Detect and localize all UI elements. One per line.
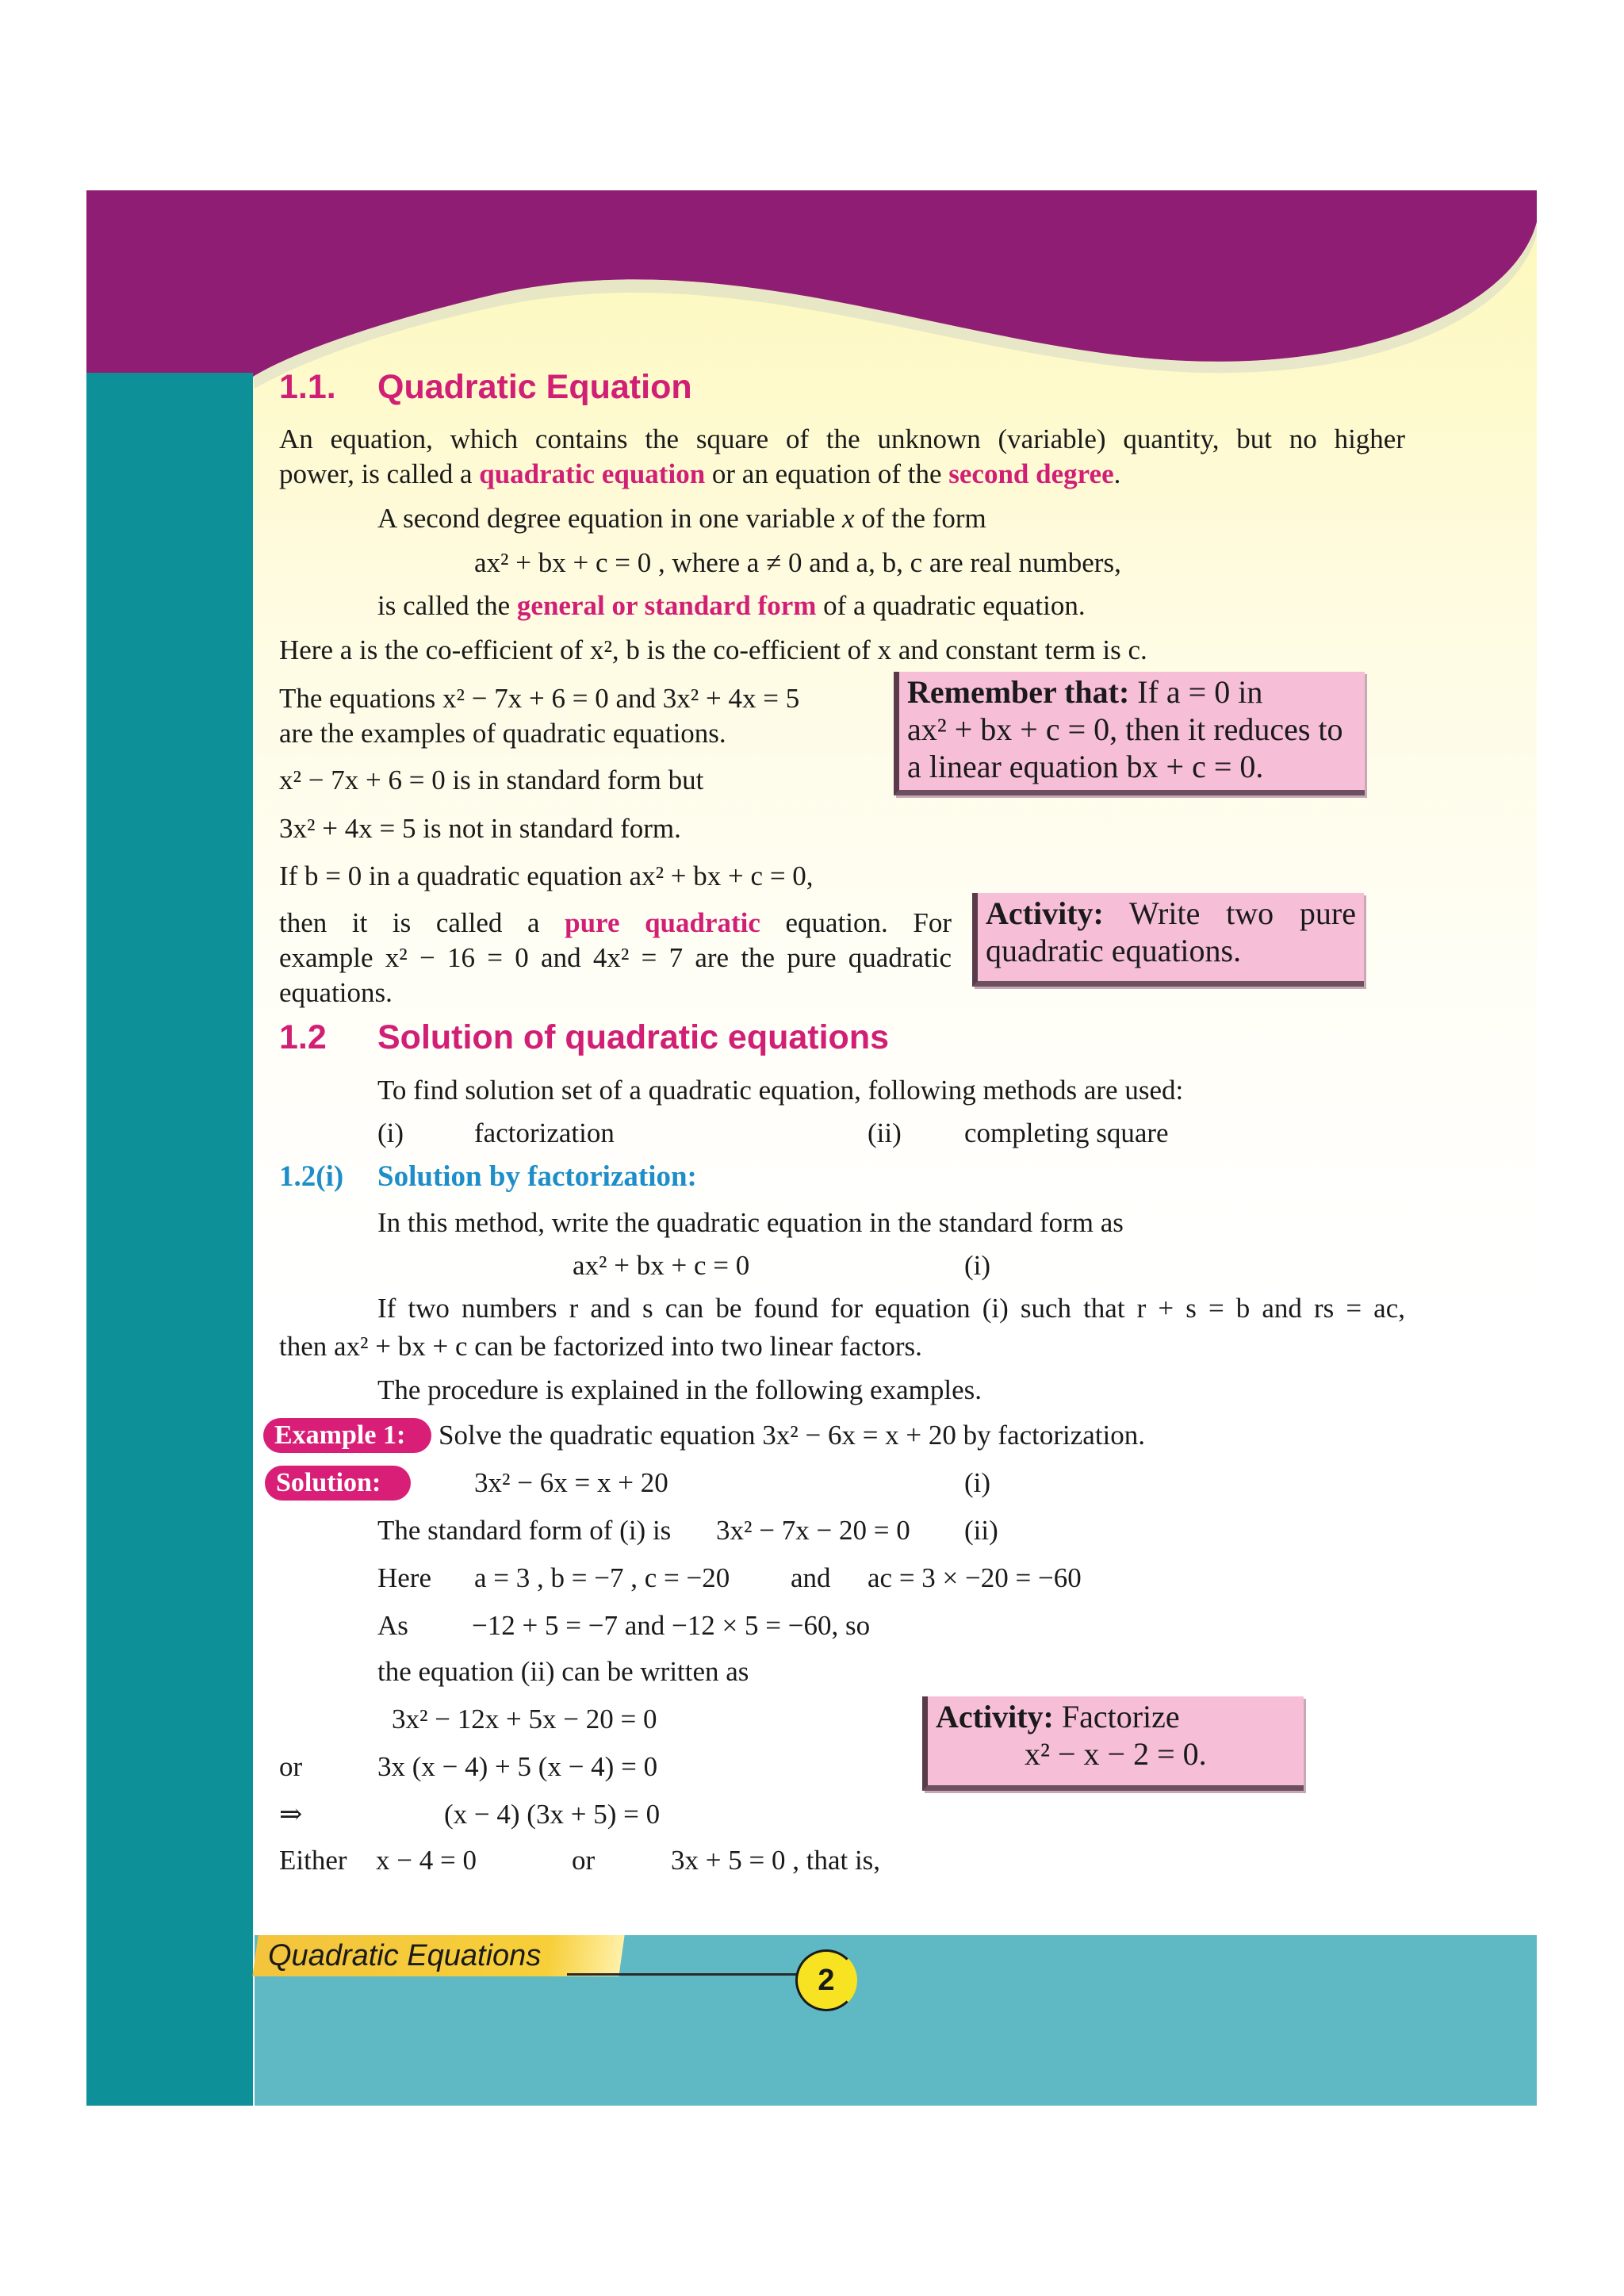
standard-form-of-i-label: The standard form of (i) is [377,1515,672,1546]
step-3: (x − 4) (3x + 5) = 0 [444,1799,661,1830]
form-intro-line: A second degree equation in one variable x of the form [377,503,986,534]
either-or-label: or [572,1845,596,1876]
either-equation-1: x − 4 = 0 [376,1845,477,1876]
implies-arrow: ⇒ [279,1799,303,1830]
keyword-pure-quadratic: pure quadratic [565,907,760,938]
section-1-1-title: Quadratic Equation [377,368,692,406]
section-1-2-i-number: 1.2(i) [279,1160,344,1193]
example-1-question: Solve the quadratic equation 3x² − 6x = x + 20 by factorization. [439,1420,1146,1451]
activity-1-line-1: Activity: Write two pure [986,895,1356,931]
here-label: Here [377,1562,432,1593]
non-standard-form-example: 3x² + 4x = 5 is not in standard form. [279,813,681,844]
as-label: As [377,1610,408,1641]
coefficients-line: Here a is the co-efficient of x², b is the co-efficient of x and constant term is c. [279,634,1147,665]
methods-intro: To find solution set of a quadratic equation, following methods are used: [377,1075,1184,1106]
rewrite-line: the equation (ii) can be written as [377,1656,749,1687]
ac-product: ac = 3 × −20 = −60 [868,1562,1082,1593]
remember-line-2: ax² + bx + c = 0, then it reduces to [907,711,1343,747]
chapter-name: Quadratic Equations [268,1939,542,1972]
standard-form-line: is called the general or standard form of a quadratic equation. [377,590,1086,621]
definition-line-2: power, is called a quadratic equation or an equation of the second degree. [279,458,1121,489]
standard-form-of-i-equation: 3x² − 7x − 20 = 0 [716,1515,910,1546]
examples-line-2: are the examples of quadratic equations. [279,718,726,749]
activity-1-label: Activity: [986,895,1104,931]
left-sidebar-band [86,373,253,2106]
standard-form-of-i-ref: (ii) [964,1515,998,1546]
method-2-number: (ii) [868,1117,902,1148]
method-1-number: (i) [377,1117,404,1148]
split-numbers: −12 + 5 = −7 and −12 × 5 = −60, so [472,1610,871,1641]
solution-badge: Solution: [265,1466,411,1501]
activity-box-factorize [922,1696,1304,1791]
section-1-1-number: 1.1. [279,368,336,406]
activity-2-label: Activity: [936,1699,1054,1734]
step-2: 3x (x − 4) + 5 (x − 4) = 0 [377,1751,658,1782]
header-wave [86,190,1537,452]
page-number: 2 [795,1949,857,2011]
remember-line-3: a linear equation bx + c = 0. [907,749,1264,784]
solution-equation-1-ref: (i) [964,1467,991,1498]
remember-label: Remember that: [907,674,1130,710]
section-1-2-title: Solution of quadratic equations [377,1018,889,1056]
activity-1-line-2: quadratic equations. [986,933,1242,968]
pure-quadratic-line-1: then it is called a pure quadratic equation. For [279,907,952,938]
keyword-second-degree: second degree [948,458,1114,489]
pure-quadratic-line-3: equations. [279,977,393,1008]
standard-equation: ax² + bx + c = 0 [573,1250,750,1281]
factor-condition-line: If two numbers r and s can be found for equation (i) such that r + s = b and rs = ac, [377,1293,1405,1324]
remember-that-box [894,672,1365,795]
pure-quadratic-condition: If b = 0 in a quadratic equation ax² + bx + c = 0, [279,861,814,891]
factor-result-line: then ax² + bx + c can be factorized into two linear factors. [279,1331,922,1362]
keyword-quadratic-equation: quadratic equation [479,458,706,489]
method-2-label: completing square [964,1117,1169,1148]
definition-line-1: An equation, which contains the square of the unknown (variable) quantity, but no higher [279,424,1405,454]
standard-equation-ref: (i) [964,1250,991,1281]
method-description: In this method, write the quadratic equation in the standard form as [377,1207,1124,1238]
keyword-general-or-standard-form: general or standard form [516,590,817,621]
or-label: or [279,1751,303,1782]
activity-2-line-1: Activity: Factorize [936,1699,1180,1734]
section-1-2-i-title: Solution by factorization: [377,1160,697,1193]
example-1-badge: Example 1: [263,1418,431,1453]
section-1-2-number: 1.2 [279,1018,327,1056]
method-1-label: factorization [474,1117,615,1148]
step-1: 3x² − 12x + 5x − 20 = 0 [392,1704,657,1734]
and-label: and [791,1562,831,1593]
general-form-equation: ax² + bx + c = 0 , where a ≠ 0 and a, b, c are real numbers, [474,547,1121,578]
standard-form-example: x² − 7x + 6 = 0 is in standard form but [279,765,704,795]
activity-2-equation: x² − x − 2 = 0. [1025,1736,1207,1772]
coefficient-values: a = 3 , b = −7 , c = −20 [474,1562,730,1593]
activity-box-pure-quadratic [972,893,1364,987]
either-equation-2: 3x + 5 = 0 , that is, [671,1845,881,1876]
pure-quadratic-line-2: example x² − 16 = 0 and 4x² = 7 are the pure quadratic [279,942,952,973]
solution-equation-1: 3x² − 6x = x + 20 [474,1467,668,1498]
procedure-line: The procedure is explained in the following examples. [377,1374,982,1405]
remember-line-1: Remember that: If a = 0 in [907,674,1263,710]
either-label: Either [279,1845,347,1876]
examples-line-1: The equations x² − 7x + 6 = 0 and 3x² + 4x = 5 [279,683,800,714]
footer-rule [567,1973,797,1976]
